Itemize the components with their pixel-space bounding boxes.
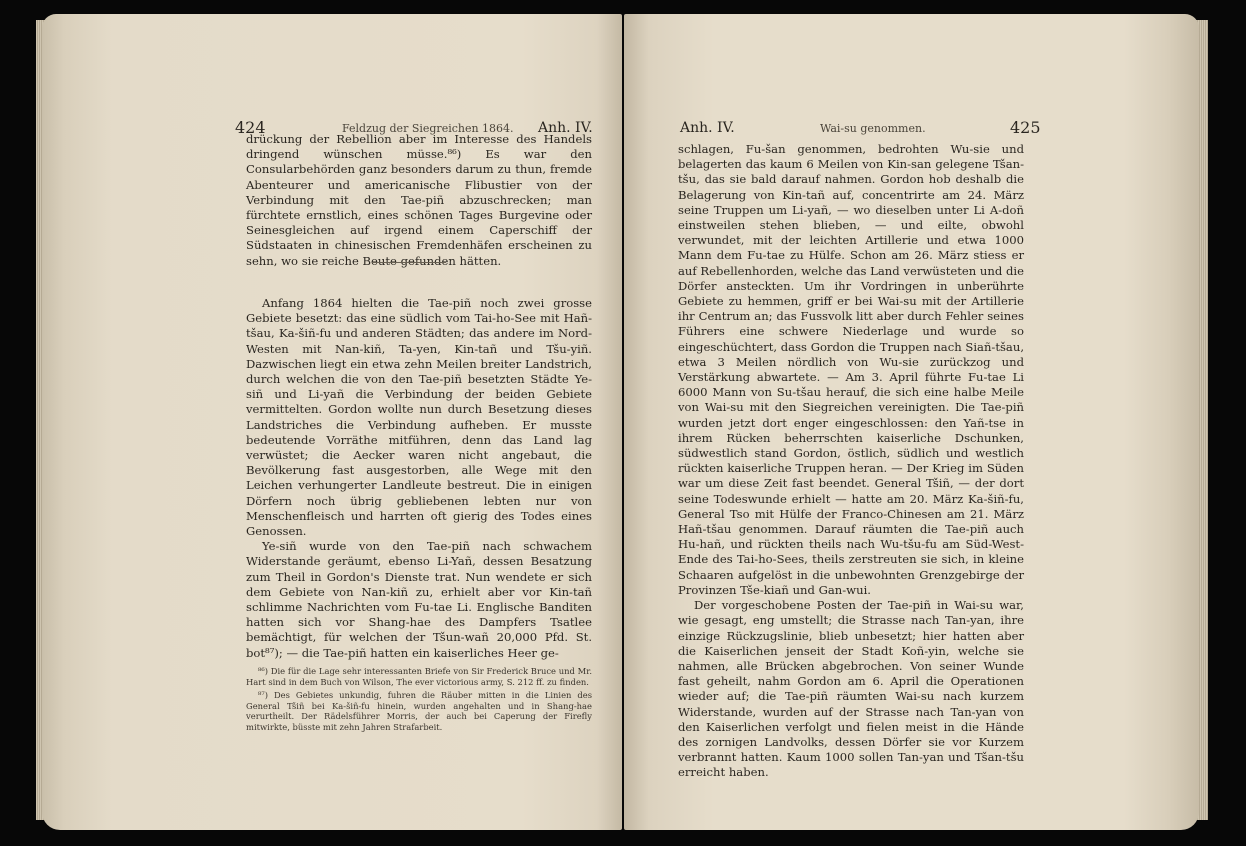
- paragraph-continuation: drückung der Rebellion aber im Interesse des Handels dringend wünschen müsse.⁸⁶) Es war den Consularbehörden ganz besonders darum zu thun, fremde Abenteurer und americanische Flibustier von der Verbindung mit den Tae-piñ abzuschrecken; man fürchtete ernstlich, eines schönen Tages Burgevine oder Seinesgleichen auf irgend einem Caperschiff der Südstaaten in chinesischen Fremdenhäfen erscheinen zu sehn, wo sie reiche Beute gefunden hätten.: [246, 132, 592, 268]
- running-title-left: Feldzug der Siegreichen 1864.: [342, 122, 514, 135]
- section-right: Anh. IV.: [680, 120, 735, 136]
- footnote-86: ⁸⁶) Die für die Lage sehr interessanten Briefe von Sir Frederick Bruce und Mr. Hart sind in dem Buch von Wilson, The ever victorious army, S. 212 ff. zu finden.: [246, 666, 592, 687]
- running-title-right: Wai-su genommen.: [820, 122, 926, 135]
- text-column-left-top: [246, 132, 592, 269]
- paragraph-vorgeschobene-posten: Der vorgeschobene Posten der Tae-piñ in Wai-su war, wie gesagt, eng umstellt; die Strasse nach Tan-yan, ihre einzige Rückzugslinie, blieb unbesetzt; hier hatten aber die Kaiserlichen jenseit der Stadt Koñ-yin, welche sie nahmen, alle Brücken abgebrochen. Von seiner Wunde fast geheilt, nahm Gordon am 6. April die Operationen wieder auf; die Tae-piñ räumten Wai-su nach kurzem Widerstande, wurden auf der Strasse nach Tan-yan von den Kaiserlichen verfolgt und fielen meist in die Hände des zornigen Landvolks, dessen Dörfer sie vor Kurzem verbrannt hatten. Kaum 1000 sollen Tan-yan und Tšan-tšu erreicht haben.: [678, 598, 1024, 780]
- paragraph-schlagen: schlagen, Fu-šan genommen, bedrohten Wu-sie und belagerten das kaum 6 Meilen von Kin-san gelegene Tšan-tšu, das sie bald darauf nahmen. Gordon hob deshalb die Belagerung von Kin-tañ auf, concentrirte am 24. März seine Truppen um Li-yañ, — wo dieselben unter Li A-doñ einstweilen stehen blieben, — und eilte, obwohl verwundet, mit der leichten Artillerie und etwa 1000 Mann dem Fu-tae zu Hülfe. Schon am 26. März stiess er auf Rebellenhorden, welche das Land verwüsteten und die Dörfer ansteckten. Um ihr Vordringen in unberührte Gebiete zu hemmen, griff er bei Wai-su mit der Artillerie ihr Centrum an; das Fussvolk litt aber durch Fehler seines Führers eine schwere Niederlage und wurde so eingeschüchtert, dass Gordon die Truppen nach Siañ-tšau, etwa 3 Meilen nördlich von Wu-sie zurückzog und Verstärkung abwartete. — Am 3. April führte Fu-tae Li 6000 Mann von Su-tšau herauf, die sich eine halbe Meile von Wai-su mit den Siegreichen vereinigten. Die Tae-piñ wurden jetzt dort enger eingeschlossen: den Yañ-tse in ihrem Rücken beherrschten kaiserliche Dschunken, südwestlich stand Gordon, östlich, südlich und westlich rückten kaiserliche Truppen heran. — Der Krieg im Süden war um diese Zeit fast beendet. General Tšiñ, — der dort seine Todeswunde erhielt — hatte am 20. März Ka-šiñ-fu, General Tso mit Hülfe der Franco-Chinesen am 21. März Hañ-tšau genommen. Darauf räumten die Tae-piñ auch Hu-hañ, und rückten theils nach Wu-tšu-fu am Süd-West-Ende des Tai-ho-Sees, theils zerstreuten sie sich, in kleine Schaaren aufgelöst in die unbewohnten Grenzgebirge der Provinzen Tše-kiañ und Gan-wui.: [678, 142, 1024, 597]
- footnote-87: ⁸⁷) Des Gebietes unkundig, fuhren die Räuber mitten in die Linien des General Tšiñ bei Ka-šiñ-fu hinein, wurden angehalten und in Shang-hae verurtheilt. Der Rädelsführer Morris, der auch bei Caperung der Firefly mitwirkte, büsste mit zehn Jahren Strafarbeit.: [246, 690, 592, 732]
- page-number-right: 425: [1010, 118, 1041, 137]
- left-page: [42, 14, 622, 830]
- right-page: [624, 14, 1199, 830]
- section-divider-rule: [372, 262, 446, 263]
- paragraph-ye-sin: Ye-siñ wurde von den Tae-piñ nach schwachem Widerstande geräumt, ebenso Li-Yañ, dessen Besatzung zum Theil in Gordon's Dienste trat. Nun wendete er sich dem Gebiete von Nan-kiñ zu, erhielt aber vor Kin-tañ schlimme Nachrichten vom Fu-tae Li. Englische Banditen hatten sich vor Shang-hae des Dampfers Tsatlee bemächtigt, für welchen der Tšun-wañ 20,000 Pfd. St. bot⁸⁷); — die Tae-piñ hatten ein kaiserliches Heer ge-: [246, 539, 592, 660]
- page-number-left: 424: [235, 118, 266, 137]
- running-head-right: [624, 118, 1199, 142]
- text-column-right: [678, 142, 1024, 781]
- text-column-left-main: [246, 296, 592, 661]
- footnotes-left: [246, 666, 592, 736]
- section-left: Anh. IV.: [538, 120, 593, 136]
- paragraph-anfang-1864: Anfang 1864 hielten die Tae-piñ noch zwei grosse Gebiete besetzt: das eine südlich vom Tai-ho-See mit Hañ-tšau, Ka-šiñ-fu und anderen Städten; das andere im Nord-Westen mit Nan-kiñ, Ta-yen, Kin-tañ und Tšu-yiñ. Dazwischen liegt ein etwa zehn Meilen breiter Landstrich, durch welchen die von den Tae-piñ besetzten Städte Ye-siñ und Li-yañ die Verbindung der beiden Gebiete vermittelten. Gordon wollte nun durch Besetzung dieses Landstriches die Verbindung aufheben. Er musste bedeutende Vorräthe mitführen, denn das Land lag verwüstet; die Aecker waren nicht angebaut, die Bevölkerung fast ausgestorben, alle Wege mit den Leichen verhungerter Landleute bestreut. Die in einigen Dörfern noch übrig gebliebenen lebten nur von Menschenfleisch und harrten oft gierig des Todes eines Genossen.: [246, 296, 592, 539]
